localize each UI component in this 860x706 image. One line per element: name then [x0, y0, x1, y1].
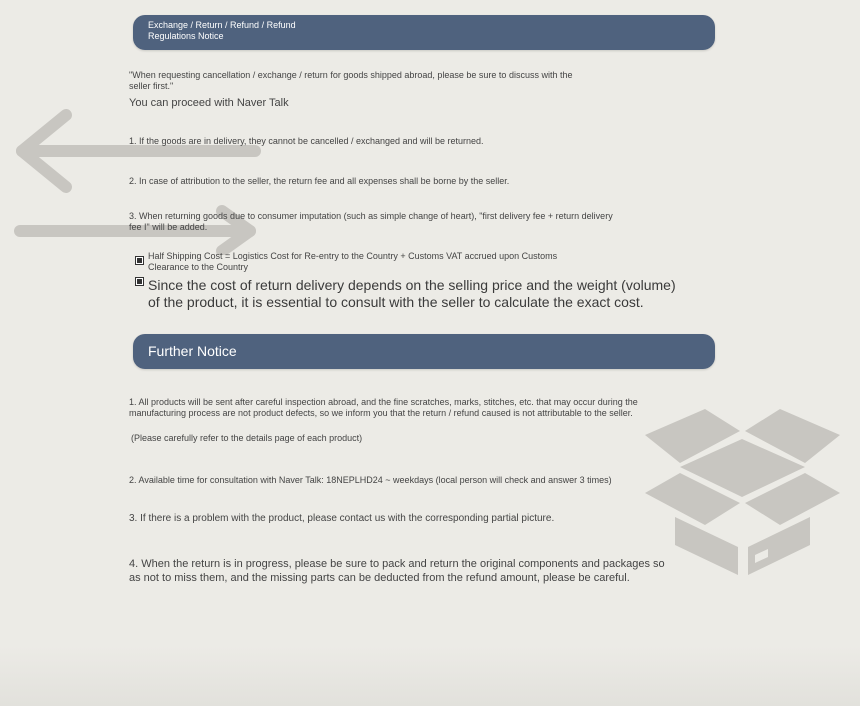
notice-item-2: 2. Available time for consultation with Naver Talk: 18NEPLHD24 ~ weekdays (local person will check and answer 3 times) [129, 475, 612, 485]
notice-item-3: 3. If there is a problem with the product, please contact us with the corresponding partial picture. [129, 513, 555, 524]
regulation-item-1: 1. If the goods are in delivery, they cannot be cancelled / exchanged and will be returned. [129, 136, 484, 146]
notice-item-1-note: (Please carefully refer to the details page of each product) [131, 433, 363, 443]
intro-quote: "When requesting cancellation / exchange / return for goods shipped abroad, please be sure to discuss with the seller first." [129, 70, 573, 91]
regulations-title-line2: Regulations Notice [148, 31, 224, 41]
intro-naver-talk: You can proceed with Naver Talk [129, 97, 289, 109]
regulations-title-line1: Exchange / Return / Refund / Refund [148, 20, 296, 30]
bottom-shade [0, 646, 860, 706]
notice-item-1: 1. All products will be sent after careful inspection abroad, and the fine scratches, marks, stitches, etc. that may occur during the manufacturing process are not product defects, so we inform you that the return / refund caused is not attributable to the seller. [129, 397, 638, 418]
bullet-square-icon [135, 256, 144, 265]
regulations-title [148, 20, 296, 42]
further-notice-header [133, 334, 715, 369]
further-notice-title: Further Notice [148, 343, 237, 359]
regulation-item-2: 2. In case of attribution to the seller, the return fee and all expenses shall be borne by the seller. [129, 176, 510, 186]
bullet-square-icon [135, 277, 144, 286]
regulation-item-3: 3. When returning goods due to consumer imputation (such as simple change of heart), "first delivery fee + return delivery fee I" will be added. [129, 211, 613, 232]
open-box-icon [640, 405, 845, 580]
shipping-cost-definition: Half Shipping Cost = Logistics Cost for Re-entry to the Country + Customs VAT accrued upon Customs Clearance to the Country [148, 251, 558, 272]
regulations-header [133, 15, 715, 50]
return-cost-notice: Since the cost of return delivery depends on the selling price and the weight (volume) of the product, it is essential to consult with the seller to calculate the exact cost. [148, 277, 676, 310]
notice-item-4: 4. When the return is in progress, please be sure to pack and return the original components and packages so as not to miss them, and the missing parts can be deducted from the refund amount, please be careful. [129, 558, 665, 584]
